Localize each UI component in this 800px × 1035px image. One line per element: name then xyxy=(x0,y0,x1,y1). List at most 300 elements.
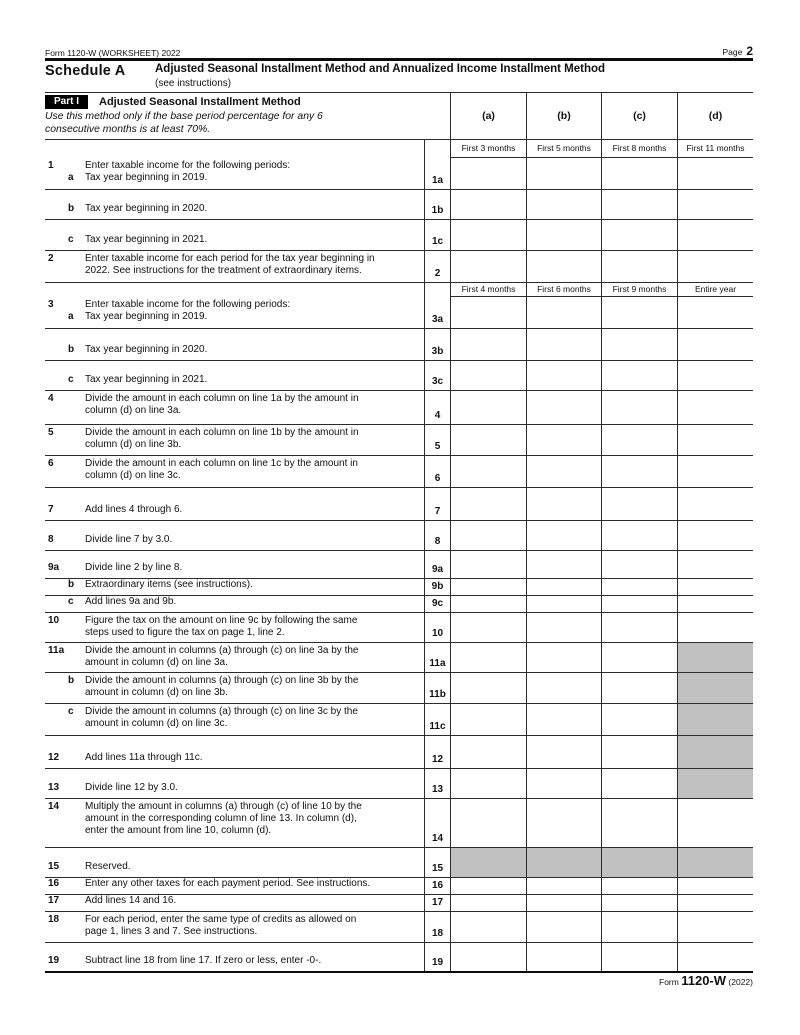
row-desc-14 xyxy=(45,799,424,848)
form-row-1b xyxy=(45,190,753,220)
row-desc-6 xyxy=(45,456,424,488)
line-number-9c: 9c xyxy=(424,596,450,613)
cell-15-c-shaded xyxy=(601,848,677,878)
row-desc-11b xyxy=(45,673,424,704)
cell-5-d[interactable] xyxy=(677,425,753,456)
line-item-number xyxy=(45,926,85,938)
line-number-16: 16 xyxy=(424,878,450,895)
row-desc-13 xyxy=(45,769,424,799)
period-label-d: First 11 months xyxy=(677,140,753,158)
line-item-text: Extraordinary items (see instructions). xyxy=(85,579,253,591)
cell-3b-d[interactable] xyxy=(677,329,753,361)
cell-2-b[interactable] xyxy=(526,251,601,283)
cell-4-d[interactable] xyxy=(677,391,753,425)
line-item-number xyxy=(45,825,85,837)
line-item-number: 13 xyxy=(48,782,60,794)
schedule-a-label: Schedule A xyxy=(45,63,126,79)
form-row-17 xyxy=(45,895,753,912)
row-desc-11a xyxy=(45,643,424,673)
cell-11a-c[interactable] xyxy=(601,643,677,673)
table-rows xyxy=(45,140,753,971)
line-item-text: Tax year beginning in 2019. xyxy=(85,310,208,322)
cell-1c-c[interactable] xyxy=(601,220,677,251)
cell-4-c[interactable] xyxy=(601,391,677,425)
line-number-14: 14 xyxy=(424,799,450,848)
cell-3a-b[interactable] xyxy=(526,297,601,329)
cell-9c-d[interactable] xyxy=(677,596,753,613)
line-item-text: Enter taxable income for each period for the tax year beginning in xyxy=(85,252,375,264)
line-item-text: column (d) on line 3c. xyxy=(85,469,181,481)
cell-13-c[interactable] xyxy=(601,769,677,799)
line-item-number: 17 xyxy=(48,895,60,907)
cell-1b-d[interactable] xyxy=(677,190,753,220)
row-desc-16 xyxy=(45,878,424,895)
line-item-number: b xyxy=(68,579,75,591)
cell-11b-c[interactable] xyxy=(601,673,677,704)
form-row-14 xyxy=(45,799,753,848)
line-item-text: Subtract line 18 from line 17. If zero or less, enter -0-. xyxy=(85,955,322,967)
line-item-number xyxy=(45,813,85,825)
period-label-b: First 6 months xyxy=(526,283,601,297)
form-id-header: Form 1120-W (WORKSHEET) 2022 xyxy=(45,48,181,58)
column-header-c: (c) xyxy=(601,93,677,139)
period-label-a: First 3 months xyxy=(450,140,526,158)
line-number-8: 8 xyxy=(424,521,450,551)
form-row-4 xyxy=(45,391,753,425)
period-header-row xyxy=(45,140,753,158)
footer-form-label: Form xyxy=(659,977,679,987)
cell-9a-c[interactable] xyxy=(601,551,677,579)
cell-8-d[interactable] xyxy=(677,521,753,551)
cell-8-c[interactable] xyxy=(601,521,677,551)
line-item-number: 4 xyxy=(48,392,54,404)
cell-5-b[interactable] xyxy=(526,425,601,456)
row-desc-2 xyxy=(45,251,424,283)
line-item-text: Tax year beginning in 2020. xyxy=(85,203,208,215)
cell-11c-d-shaded xyxy=(677,704,753,736)
line-number-11c: 11c xyxy=(424,704,450,736)
form-row-6 xyxy=(45,456,753,488)
line-item-text: Divide the amount in columns (a) through (c) on line 3a by the xyxy=(85,644,359,656)
line-item-text: steps used to figure the tax on page 1, line 2. xyxy=(85,626,285,638)
row-desc-9a xyxy=(45,551,424,579)
cell-6-d[interactable] xyxy=(677,456,753,488)
line-item-text: Add lines 9a and 9b. xyxy=(85,596,177,608)
line-item-number xyxy=(45,439,85,451)
cell-15-a-shaded xyxy=(450,848,526,878)
line-item-text: Enter any other taxes for each payment period. See instructions. xyxy=(85,878,371,890)
row-desc-10 xyxy=(45,613,424,643)
form-row-16 xyxy=(45,878,753,895)
cell-11c-b[interactable] xyxy=(526,704,601,736)
cell-12-b[interactable] xyxy=(526,736,601,769)
line-item-text: Enter taxable income for the following periods: xyxy=(85,298,291,310)
cell-1a-d[interactable] xyxy=(677,158,753,190)
cell-17-a[interactable] xyxy=(450,895,526,912)
line-number-3c: 3c xyxy=(424,361,450,391)
period-header-row xyxy=(45,283,753,297)
line-item-text: Tax year beginning in 2020. xyxy=(85,344,208,356)
cell-6-c[interactable] xyxy=(601,456,677,488)
cell-3c-d[interactable] xyxy=(677,361,753,391)
row-desc-7 xyxy=(45,488,424,521)
cell-2-a[interactable] xyxy=(450,251,526,283)
schedule-a-subtitle: (see instructions) xyxy=(155,78,232,89)
row-desc-4 xyxy=(45,391,424,425)
form-row-13 xyxy=(45,769,753,799)
page-footer xyxy=(45,973,753,988)
cell-11c-a[interactable] xyxy=(450,704,526,736)
schedule-a-title-block xyxy=(155,63,605,89)
form-row-3c xyxy=(45,361,753,391)
period-label-c: First 8 months xyxy=(601,140,677,158)
cell-11b-b[interactable] xyxy=(526,673,601,704)
form-row-18 xyxy=(45,912,753,943)
cell-13-b[interactable] xyxy=(526,769,601,799)
cell-11b-a[interactable] xyxy=(450,673,526,704)
row-desc-1c xyxy=(45,220,424,251)
cell-10-b[interactable] xyxy=(526,613,601,643)
line-item-number: 15 xyxy=(48,861,60,873)
row-desc-3b xyxy=(45,329,424,361)
line-number-spacer xyxy=(424,140,450,158)
form-row-8 xyxy=(45,521,753,551)
line-number-6: 6 xyxy=(424,456,450,488)
line-item-text: amount in column (d) on line 3a. xyxy=(85,656,228,668)
line-number-18: 18 xyxy=(424,912,450,943)
cell-1b-b[interactable] xyxy=(526,190,601,220)
line-item-text: Figure the tax on the amount on line 9c by following the same xyxy=(85,614,358,626)
line-item-number xyxy=(45,265,85,277)
row-desc-1a xyxy=(45,158,424,190)
cell-1c-d[interactable] xyxy=(677,220,753,251)
cell-11a-a[interactable] xyxy=(450,643,526,673)
line-item-number: 7 xyxy=(48,504,54,516)
line-number-3b: 3b xyxy=(424,329,450,361)
cell-12-d-shaded xyxy=(677,736,753,769)
line-item-number: 8 xyxy=(48,534,54,546)
line-item-number: c xyxy=(68,374,74,386)
form-row-9b xyxy=(45,579,753,596)
line-item-number: 19 xyxy=(48,955,60,967)
period-header-spacer xyxy=(45,283,424,297)
row-desc-15 xyxy=(45,848,424,878)
line-item-number: 2 xyxy=(48,252,54,264)
cell-19-c[interactable] xyxy=(601,943,677,971)
cell-18-c[interactable] xyxy=(601,912,677,943)
form-row-11a xyxy=(45,643,753,673)
line-number-11b: 11b xyxy=(424,673,450,704)
line-item-number xyxy=(45,718,85,730)
cell-13-a[interactable] xyxy=(450,769,526,799)
line-item-number: 11a xyxy=(48,644,65,656)
cell-1b-a[interactable] xyxy=(450,190,526,220)
footer-form-number: 1120-W xyxy=(681,973,727,988)
line-number-4: 4 xyxy=(424,391,450,425)
cell-2-c[interactable] xyxy=(601,251,677,283)
schedule-a-title: Adjusted Seasonal Installment Method and Annualized Income Installment Method xyxy=(155,63,606,75)
page-header xyxy=(45,44,753,58)
part1-left-block xyxy=(45,93,450,139)
cell-9b-c[interactable] xyxy=(601,579,677,596)
cell-16-a[interactable] xyxy=(450,878,526,895)
cell-13-d-shaded xyxy=(677,769,753,799)
cell-19-b[interactable] xyxy=(526,943,601,971)
cell-14-c[interactable] xyxy=(601,799,677,848)
cell-12-c[interactable] xyxy=(601,736,677,769)
line-item-number: 1 xyxy=(48,159,54,171)
row-desc-1b xyxy=(45,190,424,220)
part1-note-line2: consecutive months is at least 70%. xyxy=(45,124,211,135)
form-row-11b xyxy=(45,673,753,704)
form-row-19 xyxy=(45,943,753,971)
line-item-text: page 1, lines 3 and 7. See instructions. xyxy=(85,925,258,937)
line-number-3a: 3a xyxy=(424,297,450,329)
cell-3b-b[interactable] xyxy=(526,329,601,361)
cell-14-b[interactable] xyxy=(526,799,601,848)
cell-5-a[interactable] xyxy=(450,425,526,456)
line-item-number: 6 xyxy=(48,457,54,469)
row-desc-3a xyxy=(45,297,424,329)
page-number: 2 xyxy=(746,44,753,58)
cell-9b-a[interactable] xyxy=(450,579,526,596)
line-item-text: Divide the amount in columns (a) through (c) on line 3c by the xyxy=(85,705,358,717)
line-item-text: Add lines 14 and 16. xyxy=(85,895,177,907)
cell-11b-d-shaded xyxy=(677,673,753,704)
cell-3c-c[interactable] xyxy=(601,361,677,391)
cell-9c-c[interactable] xyxy=(601,596,677,613)
line-item-number xyxy=(45,657,85,669)
line-item-number: b xyxy=(68,674,75,686)
line-item-number: 18 xyxy=(48,913,60,925)
cell-7-c[interactable] xyxy=(601,488,677,521)
form-row-1c xyxy=(45,220,753,251)
line-number-15: 15 xyxy=(424,848,450,878)
line-item-text: amount in column (d) on line 3b. xyxy=(85,686,228,698)
header-rule xyxy=(45,58,753,61)
cell-6-b[interactable] xyxy=(526,456,601,488)
period-label-b: First 5 months xyxy=(526,140,601,158)
form-row-5 xyxy=(45,425,753,456)
part1-badge: Part I xyxy=(45,95,88,109)
line-item-text: Divide line 12 by 3.0. xyxy=(85,782,178,794)
line-item-text: Tax year beginning in 2021. xyxy=(85,374,208,386)
form-row-1a xyxy=(45,158,753,190)
line-item-number: a xyxy=(68,171,74,183)
cell-3a-c[interactable] xyxy=(601,297,677,329)
form-row-9c xyxy=(45,596,753,613)
line-number-1c: 1c xyxy=(424,220,450,251)
line-item-text: Divide line 7 by 3.0. xyxy=(85,534,173,546)
cell-14-a[interactable] xyxy=(450,799,526,848)
form-row-12 xyxy=(45,736,753,769)
cell-9c-b[interactable] xyxy=(526,596,601,613)
cell-3a-a[interactable] xyxy=(450,297,526,329)
cell-17-c[interactable] xyxy=(601,895,677,912)
row-desc-18 xyxy=(45,912,424,943)
form-row-9a xyxy=(45,551,753,579)
line-number-10: 10 xyxy=(424,613,450,643)
row-desc-8 xyxy=(45,521,424,551)
cell-3a-d[interactable] xyxy=(677,297,753,329)
cell-9b-d[interactable] xyxy=(677,579,753,596)
line-item-text: Add lines 4 through 6. xyxy=(85,504,183,516)
line-item-text: amount in column (d) on line 3c. xyxy=(85,717,228,729)
line-item-number: 14 xyxy=(48,800,60,812)
line-item-number: 10 xyxy=(48,614,60,626)
footer-form-year: (2022) xyxy=(728,977,753,987)
row-desc-19 xyxy=(45,943,424,971)
period-label-a: First 4 months xyxy=(450,283,526,297)
schedule-a-table xyxy=(45,92,753,973)
line-item-number xyxy=(45,405,85,417)
line-item-number: 3 xyxy=(48,298,54,310)
cell-12-a[interactable] xyxy=(450,736,526,769)
cell-16-d[interactable] xyxy=(677,878,753,895)
cell-16-b[interactable] xyxy=(526,878,601,895)
line-item-number: a xyxy=(68,310,74,322)
line-number-2: 2 xyxy=(424,251,450,283)
line-item-text: Enter taxable income for the following periods: xyxy=(85,159,291,171)
row-desc-11c xyxy=(45,704,424,736)
line-item-text: Divide the amount in each column on line 1c by the amount in xyxy=(85,457,358,469)
cell-18-d[interactable] xyxy=(677,912,753,943)
line-item-text: For each period, enter the same type of credits as allowed on xyxy=(85,913,357,925)
cell-7-a[interactable] xyxy=(450,488,526,521)
cell-10-a[interactable] xyxy=(450,613,526,643)
form-row-15 xyxy=(45,848,753,878)
line-item-text: column (d) on line 3b. xyxy=(85,438,182,450)
cell-18-a[interactable] xyxy=(450,912,526,943)
row-desc-12 xyxy=(45,736,424,769)
cell-8-b[interactable] xyxy=(526,521,601,551)
cell-3b-c[interactable] xyxy=(601,329,677,361)
cell-3c-a[interactable] xyxy=(450,361,526,391)
line-item-text: amount in the corresponding column of line 13. In column (d), xyxy=(85,812,357,824)
page-indicator xyxy=(722,44,753,58)
cell-1a-c[interactable] xyxy=(601,158,677,190)
cell-1a-b[interactable] xyxy=(526,158,601,190)
column-header-a: (a) xyxy=(450,93,526,139)
line-item-text: Add lines 11a through 11c. xyxy=(85,752,203,764)
cell-9a-b[interactable] xyxy=(526,551,601,579)
line-item-text: Tax year beginning in 2021. xyxy=(85,234,208,246)
line-item-text: Reserved. xyxy=(85,861,131,873)
line-number-1a: 1a xyxy=(424,158,450,190)
line-item-number: b xyxy=(68,203,75,215)
page-label: Page xyxy=(722,47,743,57)
cell-19-a[interactable] xyxy=(450,943,526,971)
line-item-number: c xyxy=(68,596,74,608)
cell-9a-d[interactable] xyxy=(677,551,753,579)
cell-17-d[interactable] xyxy=(677,895,753,912)
cell-5-c[interactable] xyxy=(601,425,677,456)
cell-1a-a[interactable] xyxy=(450,158,526,190)
cell-6-a[interactable] xyxy=(450,456,526,488)
form-row-2 xyxy=(45,251,753,283)
line-item-text: enter the amount from line 10, column (d). xyxy=(85,825,272,837)
part1-header-row xyxy=(45,93,753,140)
line-item-number: c xyxy=(68,234,74,246)
line-item-number xyxy=(45,687,85,699)
line-item-text: Divide the amount in each column on line 1b by the amount in xyxy=(85,426,359,438)
line-item-number: 16 xyxy=(48,878,60,890)
row-desc-17 xyxy=(45,895,424,912)
cell-4-b[interactable] xyxy=(526,391,601,425)
cell-18-b[interactable] xyxy=(526,912,601,943)
line-number-9b: 9b xyxy=(424,579,450,596)
cell-14-d[interactable] xyxy=(677,799,753,848)
line-item-text: Tax year beginning in 2019. xyxy=(85,171,208,183)
cell-3b-a[interactable] xyxy=(450,329,526,361)
line-item-text: Multiply the amount in columns (a) through (c) of line 10 by the xyxy=(85,800,362,812)
period-label-c: First 9 months xyxy=(601,283,677,297)
cell-2-d[interactable] xyxy=(677,251,753,283)
cell-9b-b[interactable] xyxy=(526,579,601,596)
line-item-text: column (d) on line 3a. xyxy=(85,404,182,416)
cell-10-d[interactable] xyxy=(677,613,753,643)
line-number-9a: 9a xyxy=(424,551,450,579)
form-row-10 xyxy=(45,613,753,643)
cell-1c-a[interactable] xyxy=(450,220,526,251)
form-row-7 xyxy=(45,488,753,521)
line-item-number: b xyxy=(68,344,75,356)
cell-1c-b[interactable] xyxy=(526,220,601,251)
form-row-3a xyxy=(45,297,753,329)
line-item-number: 12 xyxy=(48,752,60,764)
period-label-d: Entire year xyxy=(677,283,753,297)
line-number-13: 13 xyxy=(424,769,450,799)
line-number-1b: 1b xyxy=(424,190,450,220)
cell-11c-c[interactable] xyxy=(601,704,677,736)
cell-4-a[interactable] xyxy=(450,391,526,425)
cell-11a-b[interactable] xyxy=(526,643,601,673)
cell-3c-b[interactable] xyxy=(526,361,601,391)
line-item-text: Divide line 2 by line 8. xyxy=(85,562,183,574)
line-item-text: Divide the amount in each column on line 1a by the amount in xyxy=(85,392,359,404)
row-desc-3c xyxy=(45,361,424,391)
period-header-spacer xyxy=(45,140,424,158)
line-number-spacer xyxy=(424,283,450,297)
cell-9c-a[interactable] xyxy=(450,596,526,613)
line-number-11a: 11a xyxy=(424,643,450,673)
cell-10-c[interactable] xyxy=(601,613,677,643)
cell-7-d[interactable] xyxy=(677,488,753,521)
line-number-5: 5 xyxy=(424,425,450,456)
cell-17-b[interactable] xyxy=(526,895,601,912)
line-item-number: 5 xyxy=(48,426,54,438)
cell-9a-a[interactable] xyxy=(450,551,526,579)
line-number-12: 12 xyxy=(424,736,450,769)
cell-16-c[interactable] xyxy=(601,878,677,895)
line-item-number: 9a xyxy=(48,562,60,574)
line-item-number xyxy=(45,627,85,639)
column-header-b: (b) xyxy=(526,93,601,139)
cell-1b-c[interactable] xyxy=(601,190,677,220)
row-desc-9c xyxy=(45,596,424,613)
cell-8-a[interactable] xyxy=(450,521,526,551)
line-item-number: c xyxy=(68,705,74,717)
line-number-19: 19 xyxy=(424,943,450,971)
cell-15-b-shaded xyxy=(526,848,601,878)
cell-7-b[interactable] xyxy=(526,488,601,521)
row-desc-5 xyxy=(45,425,424,456)
row-desc-9b xyxy=(45,579,424,596)
cell-19-d[interactable] xyxy=(677,943,753,971)
cell-11a-d-shaded xyxy=(677,643,753,673)
part1-title: Adjusted Seasonal Installment Method xyxy=(99,96,301,108)
cell-15-d-shaded xyxy=(677,848,753,878)
